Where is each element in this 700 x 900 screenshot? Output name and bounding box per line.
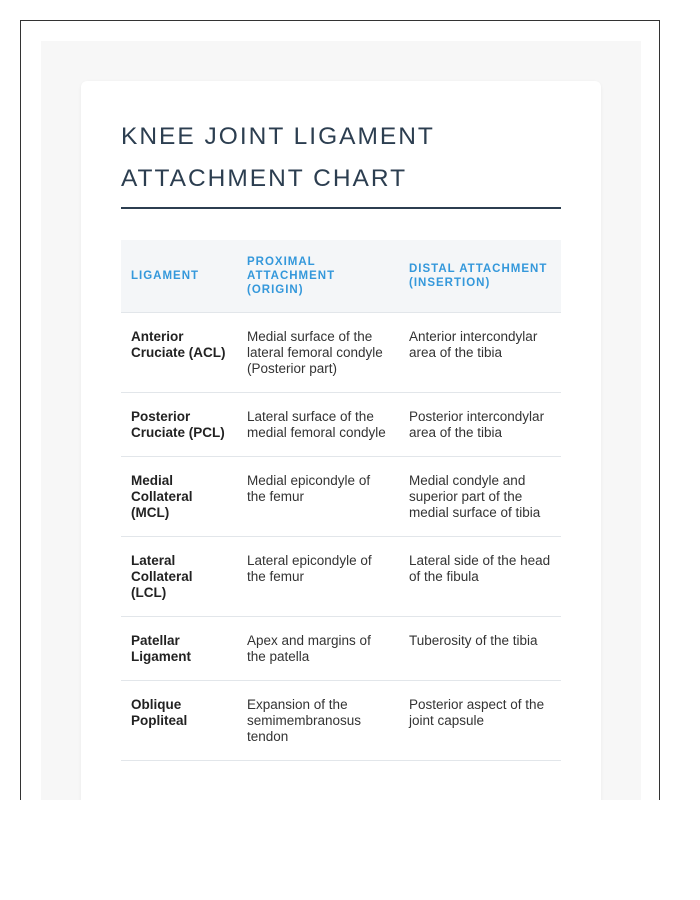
distal-attachment: Posterior intercondylar area of the tibia — [399, 393, 561, 457]
ligament-name: Posterior Cruciate (PCL) — [121, 393, 237, 457]
distal-attachment: Anterior intercondylar area of the tibia — [399, 313, 561, 393]
proximal-attachment: Medial epicondyle of the femur — [237, 457, 399, 537]
distal-attachment: Posterior aspect of the joint capsule — [399, 681, 561, 761]
page-background — [41, 41, 641, 800]
table-row — [121, 537, 561, 617]
table-row — [121, 393, 561, 457]
proximal-attachment: Lateral surface of the medial femoral condyle — [237, 393, 399, 457]
proximal-attachment: Apex and margins of the patella — [237, 617, 399, 681]
header-proximal: PROXIMAL ATTACHMENT (ORIGIN) — [237, 240, 399, 313]
distal-attachment: Medial condyle and superior part of the medial surface of tibia — [399, 457, 561, 537]
table-body — [121, 313, 561, 761]
table-row — [121, 617, 561, 681]
table-row — [121, 313, 561, 393]
page-frame — [20, 20, 660, 800]
chart-card — [81, 81, 601, 800]
ligament-name: Medial Collateral (MCL) — [121, 457, 237, 537]
proximal-attachment: Medial surface of the lateral femoral condyle (Posterior part) — [237, 313, 399, 393]
table-header — [121, 240, 561, 313]
ligament-name: Anterior Cruciate (ACL) — [121, 313, 237, 393]
distal-attachment: Tuberosity of the tibia — [399, 617, 561, 681]
page-title: KNEE JOINT LIGAMENT ATTACHMENT CHART — [121, 123, 435, 192]
table-row — [121, 457, 561, 537]
ligament-name: Oblique Popliteal — [121, 681, 237, 761]
header-distal: DISTAL ATTACHMENT (INSERTION) — [399, 240, 561, 313]
distal-attachment: Lateral side of the head of the fibula — [399, 537, 561, 617]
ligament-name: Patellar Ligament — [121, 617, 237, 681]
ligament-name: Lateral Collateral (LCL) — [121, 537, 237, 617]
table-row — [121, 681, 561, 761]
header-ligament: LIGAMENT — [121, 240, 237, 313]
header-row — [121, 240, 561, 313]
proximal-attachment: Lateral epicondyle of the femur — [237, 537, 399, 617]
ligament-table — [121, 240, 561, 761]
proximal-attachment: Expansion of the semimembranosus tendon — [237, 681, 399, 761]
title-divider — [121, 207, 561, 209]
